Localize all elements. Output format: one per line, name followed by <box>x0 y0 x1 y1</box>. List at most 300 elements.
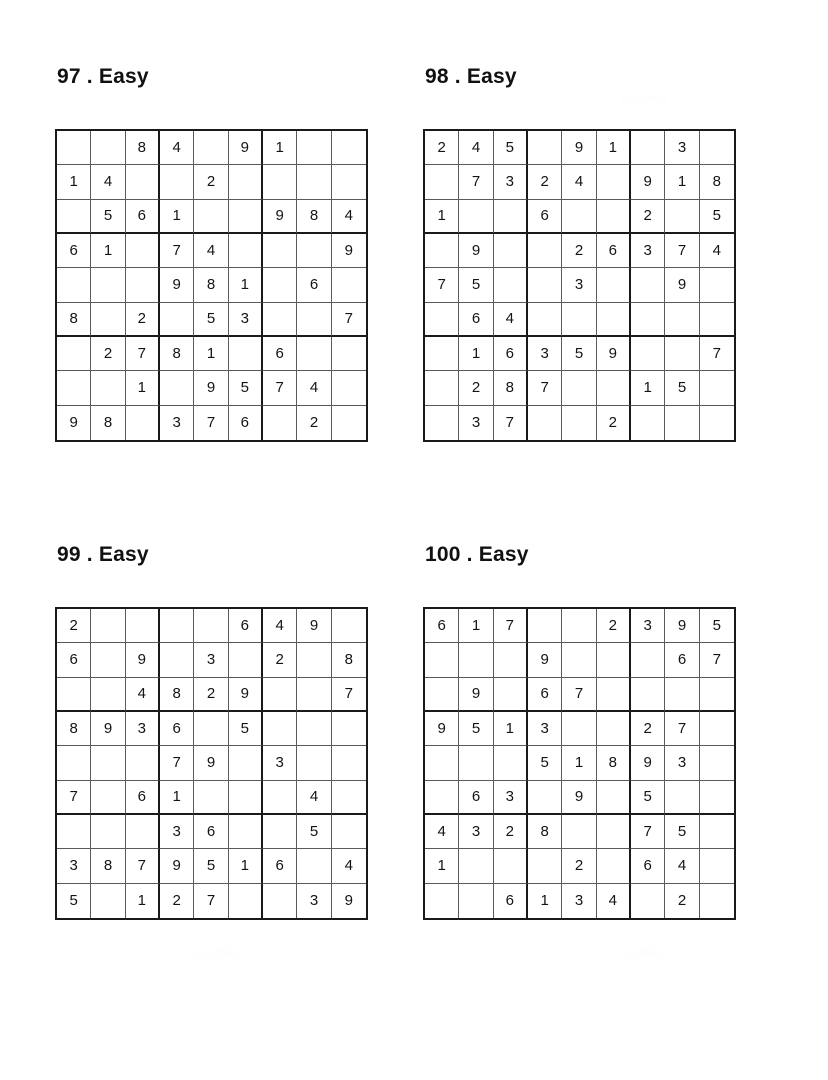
sudoku-cell[interactable] <box>665 406 699 440</box>
sudoku-cell[interactable]: 8 <box>126 131 160 165</box>
sudoku-cell[interactable]: 8 <box>528 815 562 849</box>
sudoku-cell[interactable]: 5 <box>700 609 734 643</box>
sudoku-cell[interactable] <box>425 234 459 268</box>
sudoku-cell[interactable] <box>91 643 125 677</box>
sudoku-cell[interactable] <box>57 678 91 712</box>
sudoku-cell[interactable] <box>665 781 699 815</box>
sudoku-cell[interactable]: 2 <box>459 371 493 405</box>
sudoku-cell[interactable]: 1 <box>263 131 297 165</box>
sudoku-cell[interactable] <box>229 165 263 199</box>
sudoku-cell[interactable] <box>665 200 699 234</box>
sudoku-cell[interactable]: 8 <box>91 849 125 883</box>
sudoku-cell[interactable] <box>700 884 734 918</box>
sudoku-cell[interactable] <box>700 712 734 746</box>
sudoku-cell[interactable]: 9 <box>126 643 160 677</box>
sudoku-cell[interactable]: 1 <box>160 200 194 234</box>
sudoku-cell[interactable]: 6 <box>528 200 562 234</box>
sudoku-cell[interactable] <box>631 678 665 712</box>
sudoku-cell[interactable]: 6 <box>459 781 493 815</box>
sudoku-cell[interactable]: 5 <box>194 849 228 883</box>
sudoku-cell[interactable] <box>631 337 665 371</box>
sudoku-cell[interactable]: 4 <box>126 678 160 712</box>
sudoku-cell[interactable] <box>528 303 562 337</box>
sudoku-cell[interactable]: 7 <box>332 678 366 712</box>
sudoku-cell[interactable]: 9 <box>344 892 353 910</box>
sudoku-cell[interactable]: 7 <box>665 234 699 268</box>
sudoku-cell[interactable] <box>597 643 631 677</box>
sudoku-cell[interactable] <box>562 815 596 849</box>
sudoku-cell[interactable]: 2 <box>425 131 459 165</box>
sudoku-cell[interactable] <box>160 609 194 643</box>
sudoku-cell[interactable]: 6 <box>126 781 160 815</box>
sudoku-cell[interactable] <box>528 234 562 268</box>
sudoku-cell[interactable]: 6 <box>194 815 228 849</box>
sudoku-cell[interactable] <box>229 200 263 234</box>
sudoku-cell[interactable]: 7 <box>160 234 194 268</box>
sudoku-cell[interactable] <box>263 303 297 337</box>
sudoku-cell[interactable]: 8 <box>597 746 631 780</box>
sudoku-cell[interactable] <box>494 849 528 883</box>
sudoku-cell[interactable]: 8 <box>57 303 91 337</box>
sudoku-cell[interactable] <box>229 337 263 371</box>
sudoku-cell[interactable]: 3 <box>665 746 699 780</box>
sudoku-cell[interactable]: 5 <box>229 712 263 746</box>
sudoku-cell[interactable] <box>263 815 297 849</box>
sudoku-cell[interactable] <box>57 337 91 371</box>
sudoku-cell[interactable] <box>332 712 366 746</box>
sudoku-cell[interactable]: 3 <box>631 609 665 643</box>
sudoku-cell[interactable] <box>91 131 125 165</box>
sudoku-cell[interactable] <box>263 234 297 268</box>
sudoku-cell[interactable] <box>597 200 631 234</box>
sudoku-cell[interactable] <box>229 643 263 677</box>
sudoku-cell[interactable]: 3 <box>297 884 331 918</box>
sudoku-cell[interactable]: 5 <box>459 268 493 302</box>
sudoku-cell[interactable]: 7 <box>700 337 734 371</box>
sudoku-cell[interactable] <box>297 712 331 746</box>
sudoku-cell[interactable] <box>494 268 528 302</box>
sudoku-cell[interactable] <box>528 781 562 815</box>
sudoku-cell[interactable]: 4 <box>332 200 366 234</box>
sudoku-cell[interactable]: 4 <box>665 849 699 883</box>
sudoku-cell[interactable]: 5 <box>194 303 228 337</box>
sudoku-cell[interactable] <box>631 884 665 918</box>
sudoku-cell[interactable] <box>700 303 734 337</box>
sudoku-cell[interactable]: 6 <box>459 303 493 337</box>
sudoku-cell[interactable] <box>263 712 297 746</box>
sudoku-cell[interactable]: 1 <box>562 746 596 780</box>
sudoku-cell[interactable]: 1 <box>528 884 562 918</box>
sudoku-cell[interactable]: 6 <box>57 643 91 677</box>
sudoku-cell[interactable] <box>425 643 459 677</box>
sudoku-cell[interactable] <box>229 884 263 918</box>
sudoku-cell[interactable] <box>263 781 297 815</box>
sudoku-cell[interactable]: 2 <box>631 712 665 746</box>
sudoku-cell[interactable]: 7 <box>126 337 160 371</box>
sudoku-cell[interactable] <box>425 781 459 815</box>
sudoku-cell[interactable]: 9 <box>332 234 366 268</box>
sudoku-cell[interactable]: 3 <box>528 712 562 746</box>
sudoku-cell[interactable] <box>425 884 459 918</box>
sudoku-cell[interactable] <box>425 406 459 440</box>
sudoku-cell[interactable]: 4 <box>597 884 631 918</box>
sudoku-cell[interactable] <box>91 781 125 815</box>
sudoku-cell[interactable]: 7 <box>332 303 366 337</box>
sudoku-cell[interactable] <box>332 337 366 371</box>
sudoku-cell[interactable]: 1 <box>194 337 228 371</box>
sudoku-cell[interactable]: 3 <box>631 234 665 268</box>
sudoku-cell[interactable]: 4 <box>194 234 228 268</box>
sudoku-cell[interactable]: 3 <box>126 712 160 746</box>
sudoku-cell[interactable]: 5 <box>57 884 91 918</box>
sudoku-cell[interactable] <box>91 678 125 712</box>
sudoku-cell[interactable]: 7 <box>425 268 459 302</box>
sudoku-cell[interactable]: 6 <box>597 234 631 268</box>
sudoku-cell[interactable] <box>263 165 297 199</box>
sudoku-cell[interactable]: 4 <box>459 131 493 165</box>
sudoku-cell[interactable]: 9 <box>91 712 125 746</box>
sudoku-cell[interactable]: 7 <box>160 746 194 780</box>
sudoku-cell[interactable] <box>57 268 91 302</box>
sudoku-cell[interactable] <box>57 200 91 234</box>
sudoku-cell[interactable] <box>425 371 459 405</box>
sudoku-cell[interactable] <box>528 849 562 883</box>
sudoku-cell[interactable]: 8 <box>297 200 331 234</box>
sudoku-cell[interactable] <box>297 165 331 199</box>
sudoku-cell[interactable]: 6 <box>494 884 528 918</box>
sudoku-cell[interactable]: 1 <box>160 781 194 815</box>
sudoku-cell[interactable]: 5 <box>297 815 331 849</box>
sudoku-cell[interactable]: 6 <box>263 337 297 371</box>
sudoku-cell[interactable] <box>91 884 125 918</box>
sudoku-cell[interactable] <box>229 781 263 815</box>
sudoku-cell[interactable]: 3 <box>57 849 91 883</box>
sudoku-cell[interactable] <box>126 609 160 643</box>
sudoku-cell[interactable] <box>57 131 91 165</box>
sudoku-cell[interactable] <box>332 746 366 780</box>
sudoku-cell[interactable]: 4 <box>91 165 125 199</box>
sudoku-cell[interactable]: 3 <box>494 165 528 199</box>
sudoku-cell[interactable]: 3 <box>494 781 528 815</box>
sudoku-cell[interactable] <box>297 643 331 677</box>
sudoku-cell[interactable] <box>528 131 562 165</box>
sudoku-cell[interactable]: 7 <box>631 815 665 849</box>
sudoku-cell[interactable] <box>297 303 331 337</box>
sudoku-cell[interactable] <box>194 131 228 165</box>
sudoku-cell[interactable]: 5 <box>459 712 493 746</box>
sudoku-cell[interactable] <box>597 678 631 712</box>
sudoku-cell[interactable]: 6 <box>631 849 665 883</box>
sudoku-cell[interactable]: 4 <box>263 609 297 643</box>
sudoku-cell[interactable] <box>229 746 263 780</box>
sudoku-cell[interactable]: 6 <box>229 609 263 643</box>
sudoku-cell[interactable]: 9 <box>425 712 459 746</box>
sudoku-cell[interactable] <box>494 643 528 677</box>
sudoku-cell[interactable] <box>126 815 160 849</box>
sudoku-cell[interactable] <box>332 165 366 199</box>
sudoku-cell[interactable]: 5 <box>494 131 528 165</box>
sudoku-cell[interactable] <box>425 746 459 780</box>
sudoku-cell[interactable]: 9 <box>57 406 91 440</box>
sudoku-cell[interactable] <box>263 884 297 918</box>
sudoku-cell[interactable]: 7 <box>494 609 528 643</box>
sudoku-cell[interactable] <box>562 303 596 337</box>
sudoku-cell[interactable] <box>332 131 366 165</box>
sudoku-cell[interactable]: 5 <box>528 746 562 780</box>
sudoku-cell[interactable] <box>562 200 596 234</box>
sudoku-cell[interactable] <box>459 200 493 234</box>
sudoku-cell[interactable] <box>459 884 493 918</box>
sudoku-cell[interactable]: 2 <box>194 678 228 712</box>
sudoku-cell[interactable] <box>700 781 734 815</box>
sudoku-cell[interactable] <box>194 200 228 234</box>
sudoku-cell[interactable]: 8 <box>332 643 366 677</box>
sudoku-cell[interactable]: 1 <box>57 165 91 199</box>
sudoku-cell[interactable] <box>597 849 631 883</box>
sudoku-cell[interactable] <box>631 131 665 165</box>
sudoku-cell[interactable] <box>597 712 631 746</box>
sudoku-cell[interactable]: 6 <box>126 200 160 234</box>
sudoku-cell[interactable]: 9 <box>229 678 263 712</box>
sudoku-cell[interactable]: 1 <box>425 200 459 234</box>
sudoku-cell[interactable] <box>57 371 91 405</box>
sudoku-cell[interactable] <box>263 678 297 712</box>
sudoku-cell[interactable]: 2 <box>528 165 562 199</box>
sudoku-cell[interactable]: 4 <box>332 849 366 883</box>
sudoku-cell[interactable] <box>91 609 125 643</box>
sudoku-cell[interactable] <box>297 746 331 780</box>
sudoku-cell[interactable] <box>194 609 228 643</box>
sudoku-cell[interactable]: 9 <box>263 200 297 234</box>
sudoku-cell[interactable]: 7 <box>126 849 160 883</box>
sudoku-cell[interactable] <box>494 200 528 234</box>
sudoku-cell[interactable] <box>597 371 631 405</box>
sudoku-cell[interactable]: 7 <box>562 678 596 712</box>
sudoku-cell[interactable]: 9 <box>562 131 596 165</box>
sudoku-cell[interactable]: 7 <box>665 712 699 746</box>
sudoku-cell[interactable]: 3 <box>562 268 596 302</box>
sudoku-cell[interactable]: 3 <box>528 337 562 371</box>
sudoku-cell[interactable]: 3 <box>665 131 699 165</box>
sudoku-cell[interactable]: 7 <box>528 371 562 405</box>
sudoku-cell[interactable] <box>57 746 91 780</box>
sudoku-cell[interactable] <box>332 781 366 815</box>
sudoku-cell[interactable]: 7 <box>57 781 91 815</box>
sudoku-cell[interactable]: 5 <box>562 337 596 371</box>
sudoku-cell[interactable] <box>57 815 91 849</box>
sudoku-cell[interactable]: 2 <box>57 609 91 643</box>
sudoku-cell[interactable] <box>700 849 734 883</box>
sudoku-cell[interactable] <box>425 678 459 712</box>
sudoku-cell[interactable] <box>700 406 734 440</box>
sudoku-cell[interactable] <box>700 131 734 165</box>
sudoku-cell[interactable]: 4 <box>160 131 194 165</box>
sudoku-cell[interactable]: 9 <box>631 746 665 780</box>
sudoku-cell[interactable] <box>700 815 734 849</box>
sudoku-cell[interactable]: 9 <box>562 781 596 815</box>
sudoku-cell[interactable] <box>528 268 562 302</box>
sudoku-cell[interactable] <box>665 337 699 371</box>
sudoku-cell[interactable] <box>562 643 596 677</box>
sudoku-cell[interactable] <box>194 712 228 746</box>
sudoku-cell[interactable]: 6 <box>263 849 297 883</box>
sudoku-cell[interactable] <box>459 643 493 677</box>
sudoku-cell[interactable] <box>332 609 366 643</box>
sudoku-cell[interactable]: 4 <box>425 815 459 849</box>
sudoku-cell[interactable]: 9 <box>459 678 493 712</box>
sudoku-cell[interactable]: 1 <box>597 131 631 165</box>
sudoku-cell[interactable]: 2 <box>597 609 631 643</box>
sudoku-cell[interactable]: 3 <box>160 406 194 440</box>
sudoku-cell[interactable] <box>597 165 631 199</box>
sudoku-cell[interactable]: 9 <box>631 165 665 199</box>
sudoku-cell[interactable] <box>665 678 699 712</box>
sudoku-cell[interactable] <box>631 303 665 337</box>
sudoku-cell[interactable] <box>160 303 194 337</box>
sudoku-cell[interactable] <box>631 268 665 302</box>
sudoku-cell[interactable] <box>297 678 331 712</box>
sudoku-cell[interactable] <box>562 712 596 746</box>
sudoku-cell[interactable]: 2 <box>160 884 194 918</box>
sudoku-cell[interactable] <box>332 406 366 440</box>
sudoku-cell[interactable]: 9 <box>297 609 331 643</box>
sudoku-cell[interactable] <box>126 268 160 302</box>
sudoku-cell[interactable]: 9 <box>665 609 699 643</box>
sudoku-cell[interactable]: 8 <box>160 678 194 712</box>
sudoku-cell[interactable]: 9 <box>194 746 228 780</box>
sudoku-cell[interactable]: 7 <box>459 165 493 199</box>
sudoku-cell[interactable]: 9 <box>160 268 194 302</box>
sudoku-cell[interactable] <box>263 268 297 302</box>
sudoku-cell[interactable]: 6 <box>57 234 91 268</box>
sudoku-cell[interactable]: 3 <box>160 815 194 849</box>
sudoku-cell[interactable]: 6 <box>297 268 331 302</box>
sudoku-cell[interactable]: 4 <box>297 371 331 405</box>
sudoku-cell[interactable]: 1 <box>425 849 459 883</box>
sudoku-cell[interactable] <box>700 678 734 712</box>
sudoku-cell[interactable]: 7 <box>263 371 297 405</box>
sudoku-cell[interactable]: 5 <box>665 371 699 405</box>
sudoku-cell[interactable]: 9 <box>194 371 228 405</box>
sudoku-cell[interactable] <box>494 746 528 780</box>
sudoku-cell[interactable] <box>562 371 596 405</box>
sudoku-cell[interactable]: 2 <box>494 815 528 849</box>
sudoku-cell[interactable]: 4 <box>562 165 596 199</box>
sudoku-cell[interactable] <box>425 337 459 371</box>
sudoku-cell[interactable]: 2 <box>597 406 631 440</box>
sudoku-cell[interactable]: 9 <box>229 131 263 165</box>
sudoku-cell[interactable]: 2 <box>297 406 331 440</box>
sudoku-cell[interactable]: 2 <box>194 165 228 199</box>
sudoku-cell[interactable]: 8 <box>194 268 228 302</box>
sudoku-cell[interactable] <box>597 268 631 302</box>
sudoku-cell[interactable]: 3 <box>194 643 228 677</box>
sudoku-cell[interactable]: 6 <box>528 678 562 712</box>
sudoku-cell[interactable] <box>126 234 160 268</box>
sudoku-cell[interactable]: 5 <box>700 200 734 234</box>
sudoku-cell[interactable]: 8 <box>91 406 125 440</box>
sudoku-cell[interactable]: 8 <box>57 712 91 746</box>
sudoku-cell[interactable]: 6 <box>160 712 194 746</box>
sudoku-cell[interactable] <box>597 303 631 337</box>
sudoku-cell[interactable]: 4 <box>494 303 528 337</box>
sudoku-cell[interactable]: 5 <box>91 200 125 234</box>
sudoku-cell[interactable] <box>332 815 366 849</box>
sudoku-cell[interactable]: 4 <box>297 781 331 815</box>
sudoku-cell[interactable] <box>597 781 631 815</box>
sudoku-cell[interactable]: 5 <box>229 371 263 405</box>
sudoku-cell[interactable] <box>160 643 194 677</box>
sudoku-cell[interactable] <box>528 406 562 440</box>
sudoku-cell[interactable]: 9 <box>528 643 562 677</box>
sudoku-cell[interactable] <box>229 234 263 268</box>
sudoku-cell[interactable]: 9 <box>459 234 493 268</box>
sudoku-cell[interactable] <box>332 268 366 302</box>
sudoku-cell[interactable] <box>700 746 734 780</box>
sudoku-cell[interactable] <box>297 131 331 165</box>
sudoku-cell[interactable] <box>425 165 459 199</box>
sudoku-cell[interactable]: 1 <box>126 884 160 918</box>
sudoku-cell[interactable] <box>297 849 331 883</box>
sudoku-cell[interactable] <box>562 406 596 440</box>
sudoku-cell[interactable] <box>700 268 734 302</box>
sudoku-cell[interactable] <box>494 234 528 268</box>
sudoku-cell[interactable]: 1 <box>229 849 263 883</box>
sudoku-cell[interactable] <box>91 268 125 302</box>
sudoku-cell[interactable] <box>494 678 528 712</box>
sudoku-cell[interactable]: 3 <box>562 884 596 918</box>
sudoku-cell[interactable] <box>562 609 596 643</box>
sudoku-cell[interactable] <box>297 234 331 268</box>
sudoku-cell[interactable]: 7 <box>194 406 228 440</box>
sudoku-cell[interactable] <box>91 746 125 780</box>
sudoku-cell[interactable]: 1 <box>91 234 125 268</box>
sudoku-cell[interactable]: 3 <box>459 815 493 849</box>
sudoku-cell[interactable]: 3 <box>229 303 263 337</box>
sudoku-cell[interactable]: 1 <box>459 337 493 371</box>
sudoku-cell[interactable] <box>297 337 331 371</box>
sudoku-cell[interactable] <box>263 406 297 440</box>
sudoku-cell[interactable]: 2 <box>562 234 596 268</box>
sudoku-cell[interactable] <box>597 815 631 849</box>
sudoku-cell[interactable]: 7 <box>700 643 734 677</box>
sudoku-cell[interactable] <box>332 371 366 405</box>
sudoku-cell[interactable]: 9 <box>160 849 194 883</box>
sudoku-cell[interactable]: 6 <box>425 609 459 643</box>
sudoku-cell[interactable]: 3 <box>263 746 297 780</box>
sudoku-cell[interactable] <box>229 815 263 849</box>
sudoku-cell[interactable]: 1 <box>665 165 699 199</box>
sudoku-cell[interactable]: 5 <box>665 815 699 849</box>
sudoku-cell[interactable] <box>631 406 665 440</box>
sudoku-cell[interactable]: 5 <box>631 781 665 815</box>
sudoku-cell[interactable] <box>665 303 699 337</box>
sudoku-cell[interactable]: 8 <box>160 337 194 371</box>
sudoku-cell[interactable] <box>160 165 194 199</box>
sudoku-cell[interactable]: 6 <box>229 406 263 440</box>
sudoku-cell[interactable]: 2 <box>665 884 699 918</box>
sudoku-cell[interactable]: 1 <box>494 712 528 746</box>
sudoku-cell[interactable] <box>91 371 125 405</box>
sudoku-cell[interactable] <box>459 849 493 883</box>
sudoku-cell[interactable]: 7 <box>194 884 228 918</box>
sudoku-cell[interactable]: 6 <box>665 643 699 677</box>
sudoku-cell[interactable]: 1 <box>631 371 665 405</box>
sudoku-cell[interactable] <box>91 815 125 849</box>
sudoku-cell[interactable]: 1 <box>229 268 263 302</box>
sudoku-cell[interactable] <box>459 746 493 780</box>
sudoku-cell[interactable] <box>425 303 459 337</box>
